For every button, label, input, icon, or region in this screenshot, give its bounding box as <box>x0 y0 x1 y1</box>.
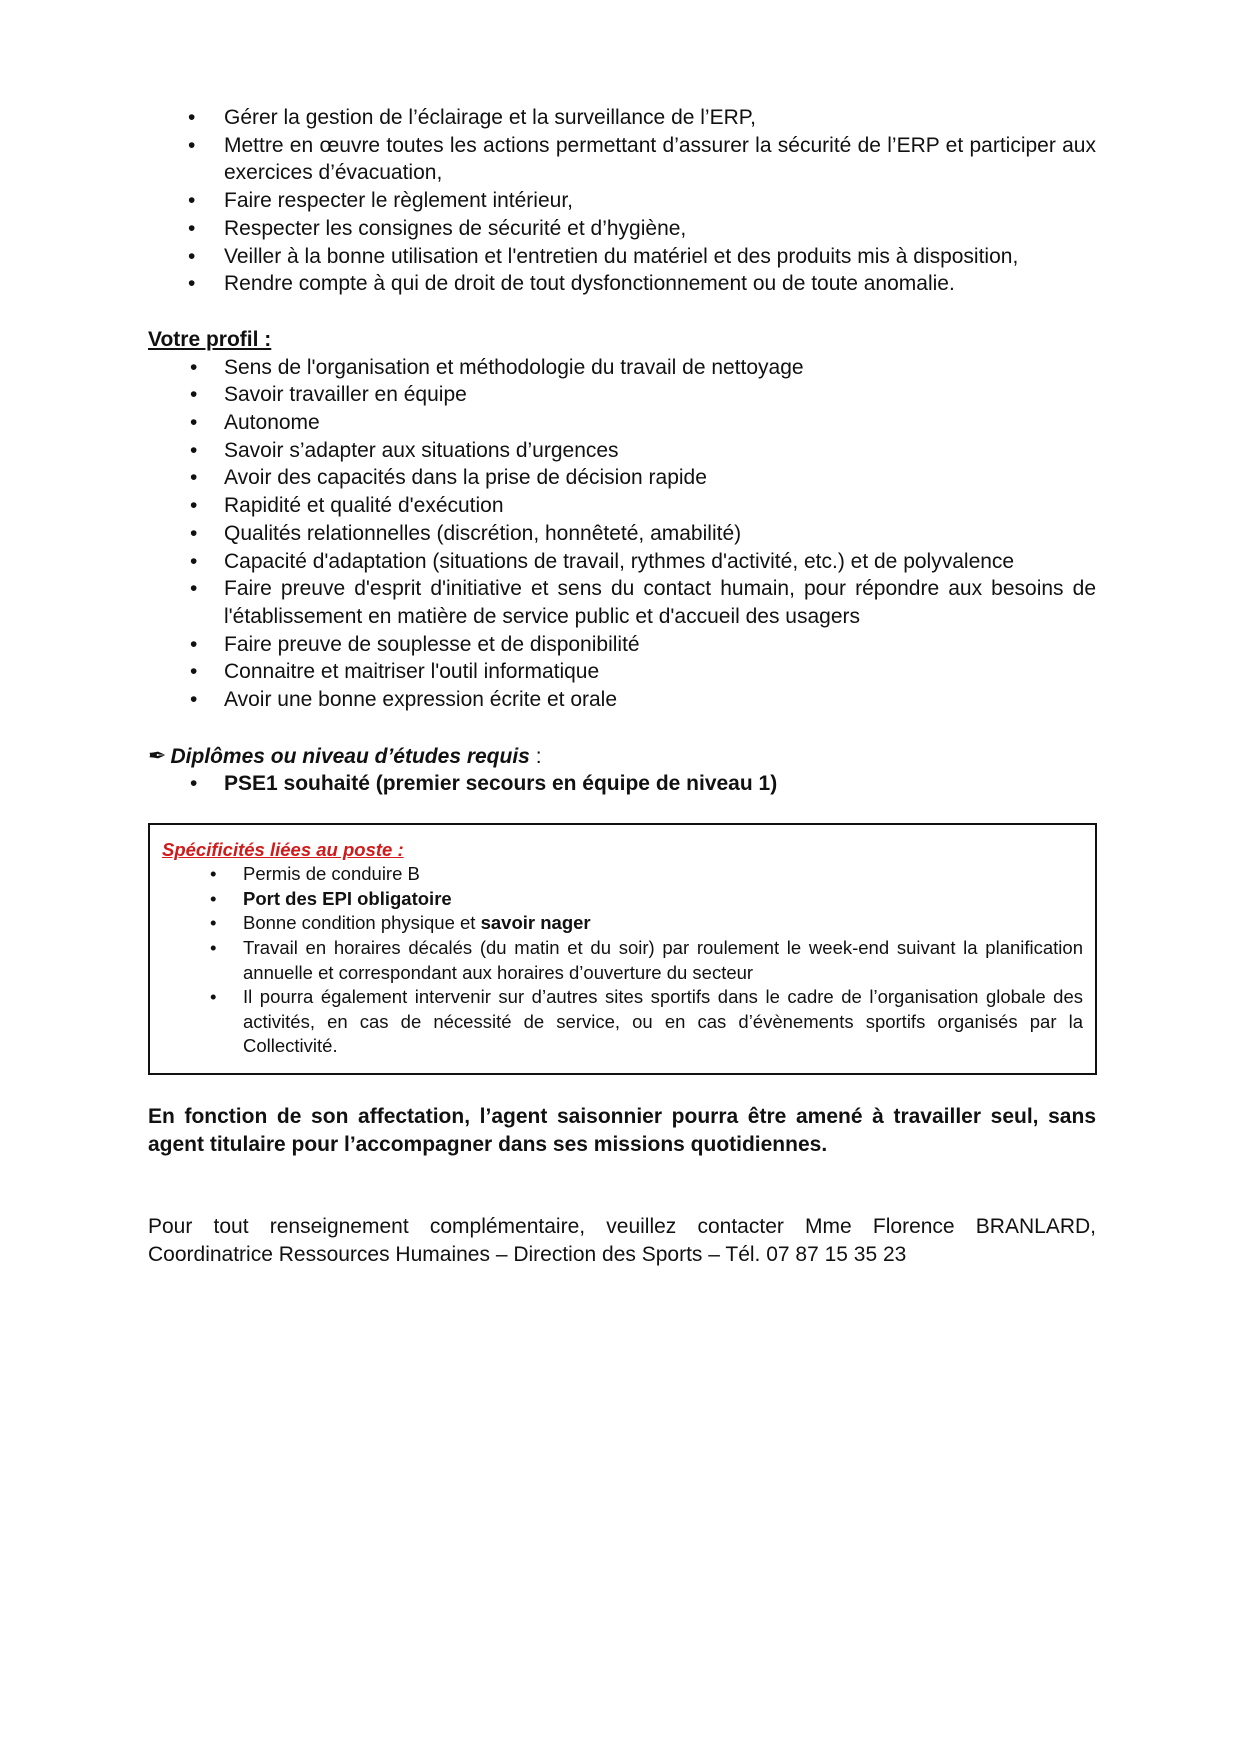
list-item: • Avoir des capacités dans la prise de décision rapide <box>148 464 1096 492</box>
bullet-icon: • <box>190 521 198 545</box>
bullet-icon: • <box>190 466 198 490</box>
bullet-icon: • <box>188 244 196 268</box>
list-item: • Gérer la gestion de l’éclairage et la surveillance de l’ERP, <box>148 104 1096 132</box>
missions-list <box>148 104 1096 298</box>
bullet-icon: • <box>190 772 198 796</box>
bullet-icon: • <box>210 863 217 885</box>
bullet-icon: • <box>190 355 198 379</box>
page-content <box>148 104 1096 1269</box>
bullet-icon: • <box>190 632 198 656</box>
bullet-icon: • <box>210 912 217 934</box>
bullet-icon: • <box>190 494 198 518</box>
list-item: • Autonome <box>148 409 1096 437</box>
specificites-title: Spécificités liées au poste : <box>162 839 404 861</box>
diplomes-heading: ✒ Diplômes ou niveau d’études requis : <box>148 742 542 768</box>
diplomes-list <box>148 770 1096 798</box>
bullet-icon: • <box>190 688 198 712</box>
profil-heading: Votre profil : <box>148 327 272 351</box>
bullet-icon: • <box>190 549 198 573</box>
list-item: • Rapidité et qualité d'exécution <box>148 492 1096 520</box>
bullet-icon: • <box>210 986 217 1008</box>
list-item: • Mettre en œuvre toutes les actions permettant d’assurer la sécurité de l’ERP et participer aux exercices d’évacuation, <box>188 133 1096 185</box>
bullet-icon: • <box>190 577 198 601</box>
list-item: • Rendre compte à qui de droit de tout dysfonctionnement ou de toute anomalie. <box>148 270 1096 298</box>
diplomes-label: Diplômes ou niveau d’études requis <box>170 744 530 768</box>
list-item: • Respecter les consignes de sécurité et d’hygiène, <box>148 215 1096 243</box>
profil-list <box>148 354 1096 714</box>
list-item: • Qualités relationnelles (discrétion, honnêteté, amabilité) <box>148 520 1096 548</box>
writing-hand-icon: ✒ <box>148 742 167 768</box>
bullet-icon: • <box>188 216 196 240</box>
bullet-icon: • <box>190 438 198 462</box>
list-item: • Avoir une bonne expression écrite et orale <box>148 686 1096 714</box>
bullet-icon: • <box>188 106 196 129</box>
list-item: • Capacité d'adaptation (situations de travail, rythmes d'activité, etc.) et de polyvalence <box>148 548 1096 576</box>
list-item: • Savoir travailler en équipe <box>148 381 1096 409</box>
list-item: • Connaitre et maitriser l'outil informatique <box>148 658 1096 686</box>
list-item: • Travail en horaires décalés (du matin et du soir) par roulement le week-end suivant la planification annuelle et correspondant aux horaires d’ouverture du secteur <box>210 936 1083 983</box>
bullet-icon: • <box>190 383 198 407</box>
list-item: • Faire preuve de souplesse et de disponibilité <box>148 631 1096 659</box>
list-item: • Port des EPI obligatoire <box>162 887 1083 912</box>
list-item: • Sens de l'organisation et méthodologie du travail de nettoyage <box>148 354 1096 382</box>
list-item: • Faire preuve d'esprit d'initiative et sens du contact humain, pour répondre aux besoins de l'établissement en matière de service public et d'accueil des usagers <box>190 577 1096 628</box>
list-item: • Faire respecter le règlement intérieur, <box>148 187 1096 215</box>
specificites-list <box>162 862 1083 1059</box>
list-item: • Permis de conduire B <box>162 862 1083 887</box>
list-item: • PSE1 souhaité (premier secours en équipe de niveau 1) <box>148 770 1096 798</box>
list-item: • Veiller à la bonne utilisation et l'entretien du matériel et des produits mis à disposition, <box>148 243 1096 271</box>
bullet-icon: • <box>188 272 196 296</box>
list-item: • Bonne condition physique et savoir nager <box>162 911 1083 936</box>
specificites-box <box>148 823 1097 1075</box>
bullet-icon: • <box>210 887 217 909</box>
affectation-notice: En fonction de son affectation, l’agent saisonnier pourra être amené à travailler seul, sans agent titulaire pour l’accompagner dans ses missions quotidiennes. <box>148 1104 1096 1156</box>
bullet-icon: • <box>188 189 196 213</box>
list-item: • Il pourra également intervenir sur d’autres sites sportifs dans le cadre de l’organisation globale des activités, en cas de nécessité de service, ou en cas d’évènements sportifs organisés par la Collectivité. <box>210 986 1083 1057</box>
bullet-icon: • <box>190 411 198 435</box>
contact-paragraph: Pour tout renseignement complémentaire, veuillez contacter Mme Florence BRANLARD, Coordinatrice Ressources Humaines – Direction des Sports – Tél. 07 87 15 35 23 <box>148 1215 1096 1267</box>
bullet-icon: • <box>188 133 196 157</box>
bullet-icon: • <box>210 936 217 958</box>
list-item: • Savoir s’adapter aux situations d’urgences <box>148 437 1096 465</box>
bullet-icon: • <box>190 660 198 684</box>
